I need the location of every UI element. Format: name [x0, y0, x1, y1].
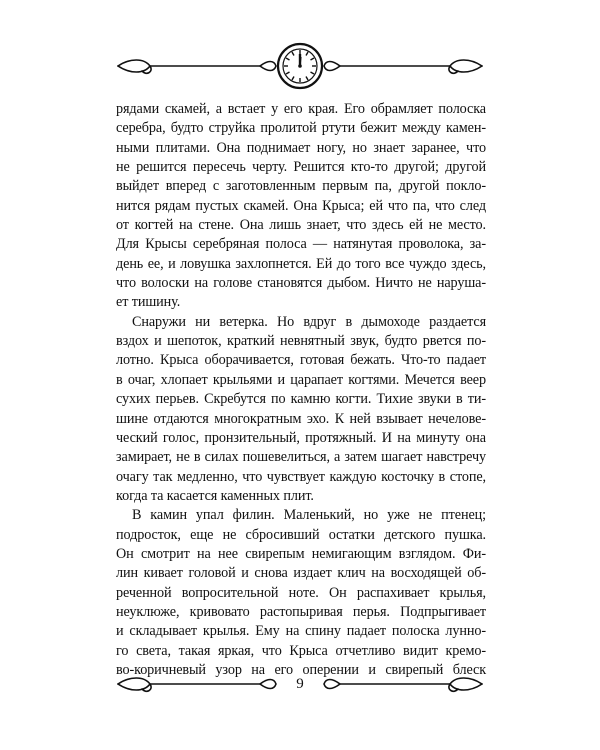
- text-line: что волоски на голове становятся дыбом. Ничто не наруша-: [116, 275, 486, 292]
- text-line: лин кивает головой и снова издает клич на восходящей об-: [116, 565, 486, 582]
- text-line: и складывает крылья. Ему на спину падает полоска лунно-: [116, 623, 486, 640]
- text-line: Для Крысы серебряная полоса — натянутая проволока, за-: [116, 236, 486, 253]
- text-line: шине отдаются многократным эхо. К ней взывает нечелове-: [116, 410, 486, 427]
- paragraph-3: [116, 506, 486, 680]
- text-line: В камин упал филин. Маленький, но уже не птенец;: [132, 507, 486, 524]
- text-line: ет тишину.: [116, 294, 181, 311]
- text-line: рядами скамей, а встает у его края. Его обрамляет полоска: [116, 101, 486, 117]
- text-line: подросток, еще не сбросивший остатки детского пушка.: [116, 526, 486, 543]
- text-line: когда та касается каменных плит.: [116, 487, 314, 504]
- text-line: Он смотрит на нее свирепым немигающим взглядом. Фи-: [116, 545, 486, 562]
- text-line: очагу так медленно, что чувствует каждую косточку в стопе,: [116, 468, 486, 485]
- text-line: неуклюже, кривовато растопыривая перья. Подпрыгивает: [116, 603, 486, 620]
- text-line: Снаружи ни ветерка. Но вдруг в дымоходе раздается: [132, 313, 486, 330]
- text-line: не решится пересечь черту. Решится кто-то другой; другой: [116, 159, 486, 176]
- paragraph-2: [116, 313, 486, 506]
- text-line: вздох и шепоток, краткий невнятный звук, будто рвется по-: [116, 333, 486, 350]
- paragraph-1: [116, 100, 486, 313]
- chapter-text: [116, 100, 486, 680]
- text-line: ческий голос, пронзительный, протяжный. И на минуту она: [116, 429, 486, 446]
- text-line: замирает, не в силах пошевелиться, а затем шагает навстречу: [116, 449, 486, 466]
- clock-ornament-icon: [110, 30, 490, 100]
- text-line: в очаг, хлопает крыльями и царапает когтями. Мечется веер: [116, 371, 486, 388]
- text-line: реченной вопросительной ноте. Он распахивает крылья,: [116, 584, 486, 601]
- text-line: от когтей на стене. Она лишь знает, что здесь ей не место.: [116, 217, 486, 234]
- text-line: во-коричневый узор на его оперении и свирепый блеск: [116, 661, 486, 678]
- page-number: 9: [296, 676, 304, 692]
- text-line: серебра, будто струйка пролитой ртути бежит между камен-: [116, 120, 486, 137]
- text-line: нится рядам пустых скамей. Она Крыса; ей что па, что след: [116, 197, 486, 214]
- text-line: день ее, и ловушка захлопнется. Ей до того все чуждо здесь,: [116, 255, 486, 272]
- text-line: выйдет вперед с заготовленным первым па, другой покло-: [116, 178, 486, 195]
- text-line: лотно. Крыса оборачивается, готовая бежать. Что-то падает: [116, 352, 486, 369]
- text-line: ными плитами. Она поднимает ногу, но знает заранее, что: [116, 139, 486, 156]
- text-line: го света, такая яркая, что Крыса отчетливо видит кремо-: [116, 642, 486, 659]
- text-line: сухих перьев. Скребутся по камню когти. Тихие звуки в ти-: [116, 391, 486, 408]
